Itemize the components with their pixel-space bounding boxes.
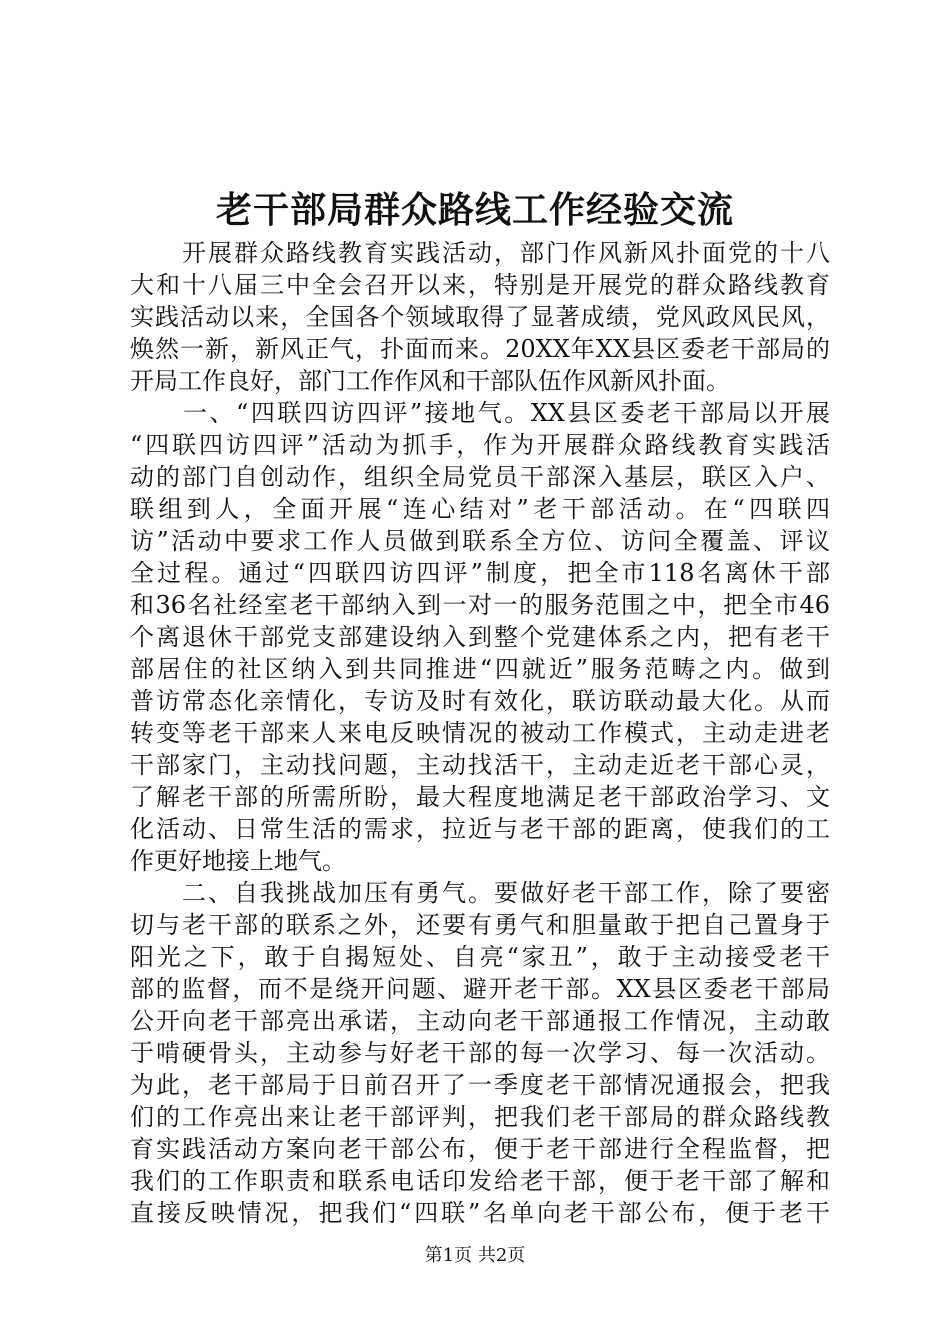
body-text-line: 部的监督，而不是绕开问题、避开老干部。XX县区委老干部局 — [130, 975, 830, 1003]
body-text-line: 切与老干部的联系之外，还要有勇气和胆量敢于把自己置身于 — [130, 911, 830, 939]
body-text-line: 们的工作亮出来让老干部评判，把我们老干部局的群众路线教 — [130, 1103, 830, 1131]
body-text-line: 动的部门自创动作，组织全局党员干部深入基层，联区入户、 — [130, 463, 830, 491]
body-text-line: 我们的工作职责和联系电话印发给老干部，便于老干部了解和 — [130, 1167, 830, 1195]
body-text-line: 全过程。通过“四联四访四评”制度，把全市118名离休干部 — [130, 559, 830, 587]
page-footer: 第1页 共2页 — [424, 1245, 526, 1266]
body-text-line: 育实践活动方案向老干部公布，便于老干部进行全程监督，把 — [130, 1135, 830, 1163]
body-text-line: 实践活动以来，全国各个领域取得了显著成绩，党风政风民风， — [130, 303, 830, 331]
body-text-line: 转变等老干部来人来电反映情况的被动工作模式，主动走进老 — [130, 719, 830, 747]
body-text-line: 开展群众路线教育实践活动，部门作风新风扑面党的十八 — [130, 239, 830, 267]
body-text-line: 普访常态化亲情化，专访及时有效化，联访联动最大化。从而 — [130, 687, 830, 715]
body-text-line: 了解老干部的所需所盼，最大程度地满足老干部政治学习、文 — [130, 783, 830, 811]
body-text-line: 直接反映情况，把我们“四联”名单向老干部公布，便于老干 — [130, 1199, 830, 1227]
body-text-line: 和36名社经室老干部纳入到一对一的服务范围之中，把全市46 — [130, 591, 830, 619]
body-text-line: 化活动、日常生活的需求，拉近与老干部的距离，使我们的工 — [130, 815, 830, 843]
document-body — [130, 237, 830, 1229]
body-text-line: 大和十八届三中全会召开以来，特别是开展党的群众路线教育 — [130, 271, 830, 299]
body-text-line: 焕然一新，新风正气，扑面而来。20XX年XX县区委老干部局的 — [130, 335, 830, 363]
body-text-line: 作更好地接上地气。 — [130, 847, 346, 875]
body-text-line: 开局工作良好，部门工作作风和干部队伍作风新风扑面。 — [130, 367, 730, 395]
body-text-line: “四联四访四评”活动为抓手，作为开展群众路线教育实践活 — [130, 431, 830, 459]
body-text-line: 一、“四联四访四评”接地气。XX县区委老干部局以开展 — [130, 399, 830, 427]
body-text-line: 联组到人，全面开展“连心结对”老干部活动。在“四联四 — [130, 495, 830, 523]
body-text-line: 部居住的社区纳入到共同推进“四就近”服务范畴之内。做到 — [130, 655, 830, 683]
body-text-line: 公开向老干部亮出承诺，主动向老干部通报工作情况，主动敢 — [130, 1007, 830, 1035]
body-text-line: 为此，老干部局于日前召开了一季度老干部情况通报会，把我 — [130, 1071, 830, 1099]
body-text-line: 阳光之下，敢于自揭短处、自亮“家丑”，敢于主动接受老干 — [130, 943, 830, 971]
body-text-line: 个离退休干部党支部建设纳入到整个党建体系之内，把有老干 — [130, 623, 830, 651]
body-text-line: 二、自我挑战加压有勇气。要做好老干部工作，除了要密 — [130, 879, 830, 907]
body-text-line: 干部家门，主动找问题，主动找活干，主动走近老干部心灵， — [130, 751, 830, 779]
body-text-line: 于啃硬骨头，主动参与好老干部的每一次学习、每一次活动。 — [130, 1039, 830, 1067]
document-title: 老干部局群众路线工作经验交流 — [215, 189, 734, 231]
body-text-line: 访”活动中要求工作人员做到联系全方位、访问全覆盖、评议 — [130, 527, 830, 555]
